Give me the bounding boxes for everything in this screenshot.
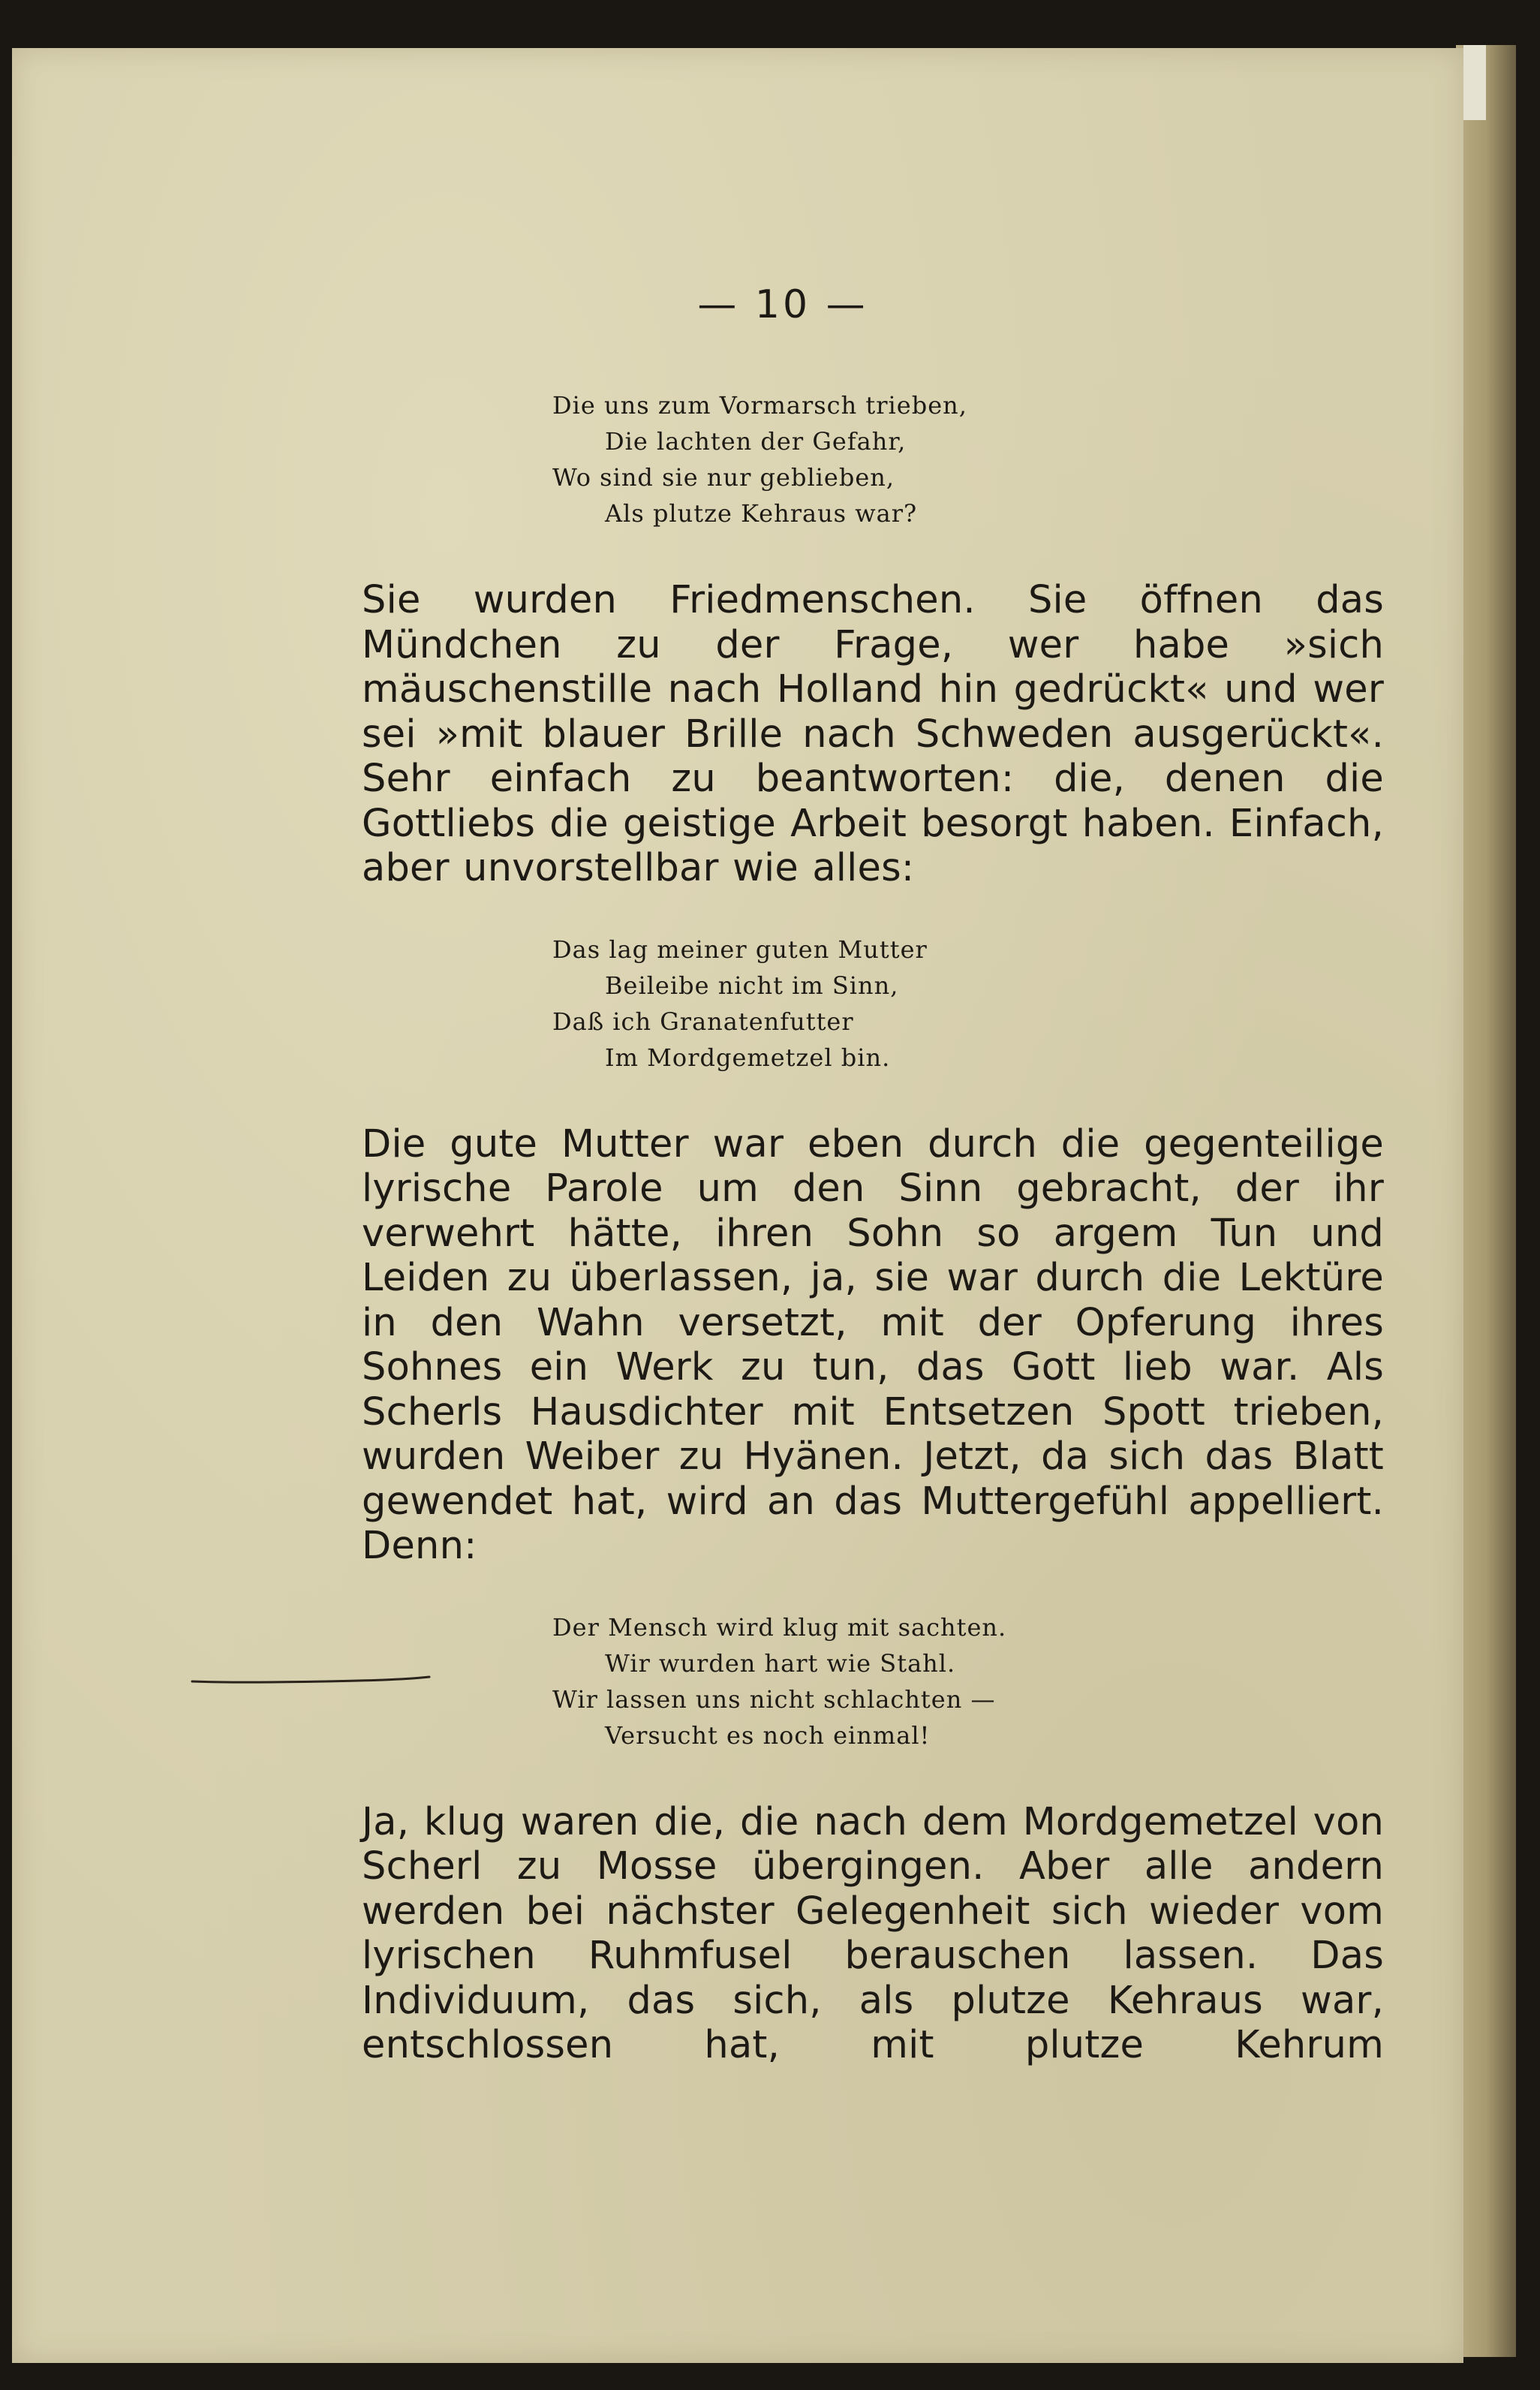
verse-line: Der Mensch wird klug mit sachten. bbox=[552, 1612, 1007, 1642]
verse-line: Versucht es noch einmal! bbox=[605, 1720, 931, 1750]
page-content bbox=[362, 282, 1384, 2109]
verse-block-1 bbox=[552, 387, 1384, 531]
verse-line: Beileibe nicht im Sinn, bbox=[605, 971, 899, 1000]
verse-line: Als plutze Kehraus war? bbox=[605, 499, 918, 528]
paragraph-2: Die gute Mutter war eben durch die gegenteilige lyrische Parole um den Sinn gebracht, der ihr verwehrt hätte, ihren Sohn so argem Tun und Leiden zu überlassen, ja, sie war durch die Lektüre in den Wahn versetzt, mit der Opferung ihres Sohnes ein Werk zu tun, das Gott lieb war. Als Scherls Hausdichter mit Entsetzen Spott trieben, wurden Weiber zu Hyänen. Jetzt, da sich das Blatt gewendet hat, wird an das Muttergefühl appelliert. Denn: bbox=[362, 1121, 1384, 1568]
page-number: — 10 — bbox=[697, 282, 868, 327]
book-edge bbox=[1456, 45, 1516, 2357]
verse-line: Wir wurden hart wie Stahl. bbox=[605, 1648, 956, 1678]
verse-line: Daß ich Granatenfutter bbox=[552, 1007, 854, 1036]
verse-line: Das lag meiner guten Mutter bbox=[552, 935, 928, 964]
verse-line: Die lachten der Gefahr, bbox=[605, 427, 907, 456]
verse-line: Im Mordgemetzel bin. bbox=[605, 1043, 891, 1072]
verse-line: Wo sind sie nur geblieben, bbox=[552, 463, 895, 492]
verse-block-2 bbox=[552, 932, 1384, 1076]
verse-line: Die uns zum Vormarsch trieben, bbox=[552, 391, 967, 420]
verse-block-3 bbox=[552, 1609, 1384, 1753]
verse-line: Wir lassen uns nicht schlachten — bbox=[552, 1684, 996, 1714]
book-page bbox=[12, 48, 1463, 2363]
book-edge-strip bbox=[1463, 45, 1486, 120]
paragraph-1: Sie wurden Friedmenschen. Sie öffnen das Mündchen zu der Frage, wer habe »sich mäuschenstille nach Holland hin gedrückt« und wer sei »mit blauer Brille nach Schweden ausgerückt«. Sehr einfach zu beantworten: die, denen die Gottliebs die geistige Arbeit besorgt haben. Einfach, aber unvorstellbar wie alles: bbox=[362, 578, 1384, 890]
paragraph-3: Ja, klug waren die, die nach dem Mordgemetzel von Scherl zu Mosse übergingen. Aber alle andern werden bei nächster Gelegenheit sich wieder vom lyrischen Ruhmfusel berauschen lassen. Das Individuum, das sich, als plutze Kehraus war, entschlossen hat, mit plutze Kehrum bbox=[362, 1799, 1384, 2067]
